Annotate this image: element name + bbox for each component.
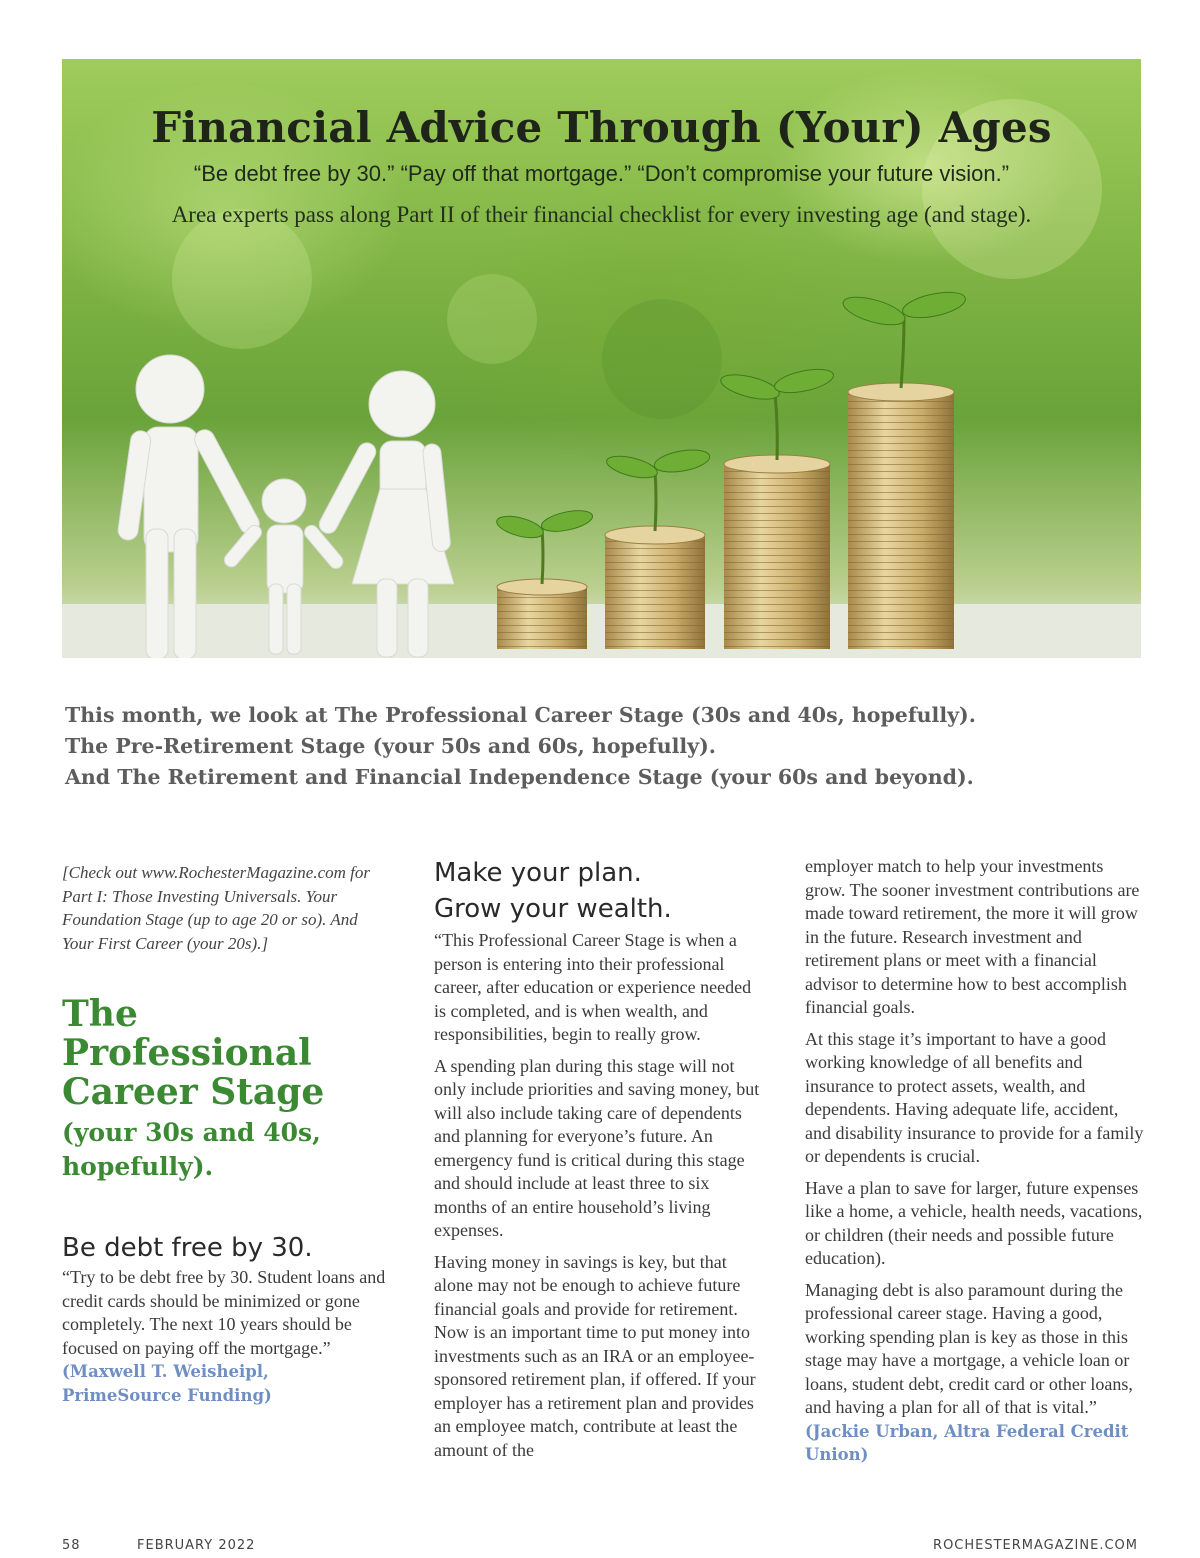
intro-line-3: And The Retirement and Financial Independence Stage (your 60s and beyond). <box>65 765 974 789</box>
intro-block <box>65 700 1145 793</box>
heading-line-1: Make your plan. <box>434 858 642 888</box>
article-quotes: “Be debt free by 30.” “Pay off that mortgage.” “Don’t compromise your future vision.” <box>193 161 1010 186</box>
site-link[interactable]: ROCHESTERMAGAZINE.COM <box>933 1538 1138 1553</box>
issue-date: FEBRUARY 2022 <box>137 1538 256 1553</box>
column-1 <box>62 855 392 1415</box>
stage-subtitle-line-2: hopefully). <box>62 1152 214 1181</box>
paragraph: Have a plan to save for larger, future expenses like a home, a vehicle, health needs, vacations, or children (their needs and possible future education). <box>805 1177 1143 1268</box>
paragraph-with-attribution <box>805 1279 1145 1467</box>
paragraph: Having money in savings is key, but that alone may not be enough to achieve future financial goals and provide for retirement. Now is an important time to put money into investments such as an IRA or an employee-sponsored retirement plan, if offered. If your employer has a retirement plan and provides an employee match, contribute at least the amount of the <box>434 1251 756 1460</box>
column-2 <box>434 855 764 1470</box>
part-one-note: [Check out www.RochesterMagazine.com for Part I: Those Investing Universals. Your Foundation Stage (up to age 20 or so). And Your First Career (your 20s).] <box>62 863 371 953</box>
heading-line-2: Grow your wealth. <box>434 894 672 924</box>
paragraph: employer match to help your investments grow. The sooner investment contributions are made toward retirement, the more it will grow in the future. Research investment and retirement plans or meet with a financial advisor to determine how to best accomplish financial goals. <box>805 856 1140 1017</box>
paragraph-text: Managing debt is also paramount during the professional career stage. Having a good, working spending plan is key as those in this stage may have a mortgage, a vehicle loan or loans, student debt, credit card or other loans, and having a plan for all of that is vital.” <box>805 1279 1133 1417</box>
article-subtitle: Area experts pass along Part II of their financial checklist for every investing age (and stage). <box>171 202 1032 227</box>
quote-attribution: (Maxwell T. Weisheipl, PrimeSource Funding) <box>62 1362 272 1405</box>
intro-line-1: This month, we look at The Professional Career Stage (30s and 40s, hopefully). <box>65 703 976 727</box>
paragraph: “This Professional Career Stage is when a person is entering into their professional career, after education or experience needed is completed, and is when wealth, and responsibilities, begin to really grow. <box>434 930 752 1044</box>
stage-title-line-1: The <box>62 993 138 1035</box>
stage-subtitle-line-1: (your 30s and 40s, <box>62 1118 321 1147</box>
paragraph: At this stage it’s important to have a good working knowledge of all benefits and insurance to protect assets, wealth, and dependents. Having adequate life, accident, and disability insurance to provide for a family or dependents is crucial. <box>805 1028 1144 1166</box>
stage-subtitle <box>62 1116 392 1184</box>
hero-image <box>62 59 1141 658</box>
column-3 <box>805 855 1145 1475</box>
article-title: Financial Advice Through (Your) Ages <box>151 103 1052 152</box>
stage-title-line-3: Career Stage <box>62 1071 325 1113</box>
stage-title-line-2: Professional <box>62 1032 312 1074</box>
quote-attribution: (Jackie Urban, Altra Federal Credit Union) <box>805 1421 1129 1464</box>
intro-line-2: The Pre-Retirement Stage (your 50s and 60s, hopefully). <box>65 734 716 758</box>
quote-text: “Try to be debt free by 30. Student loans and credit cards should be minimized or gone completely. The next 10 years should be focused on paying off the mortgage.” <box>62 1267 386 1358</box>
stage-title <box>62 995 392 1112</box>
debt-free-quote <box>62 1266 392 1407</box>
page-number: 58 <box>62 1538 81 1553</box>
paragraph: A spending plan during this stage will not only include priorities and saving money, but will also include taking care of dependents and planning for everyone’s future. An emergency fund is critical during this stage and should include at least three to six months of an entire household’s living expenses. <box>434 1055 760 1240</box>
section-heading-debt-free: Be debt free by 30. <box>62 1233 313 1263</box>
section-heading-plan <box>434 855 764 927</box>
